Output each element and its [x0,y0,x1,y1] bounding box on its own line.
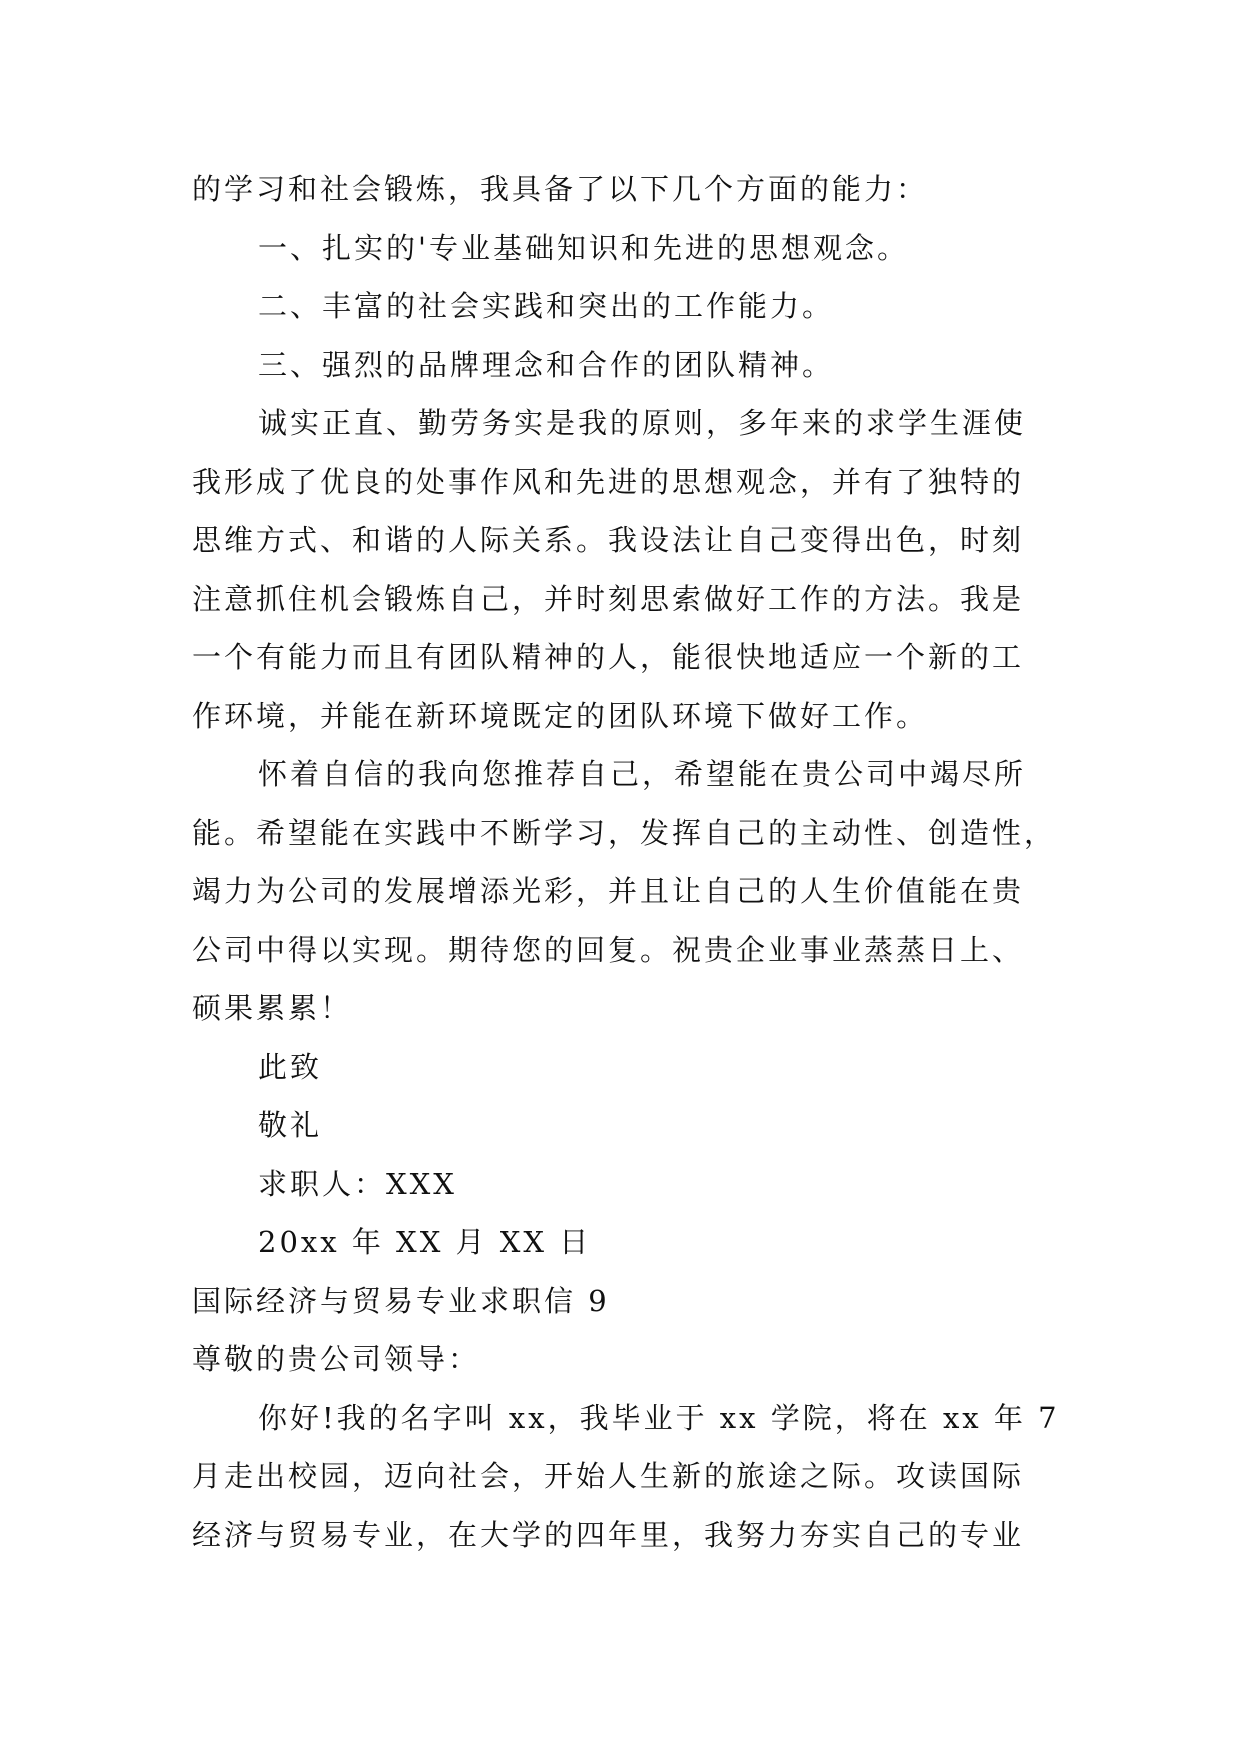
paragraph-line: 你好!我的名字叫 xx，我毕业于 xx 学院，将在 xx 年 7 [258,1400,1060,1435]
closing-line: 此致 [258,1049,323,1084]
paragraph-line: 月走出校园，迈向社会，开始人生新的旅途之际。攻读国际 [192,1459,1025,1493]
paragraph-line: 竭力为公司的发展增添光彩，并且让自己的人生价值能在贵 [192,874,1025,908]
salutation-line: 尊敬的贵公司领导： [192,1342,481,1376]
paragraph-line: 作环境，并能在新环境既定的团队环境下做好工作。 [192,698,929,733]
document-body [192,160,1072,1564]
closing-line: 敬礼 [258,1108,323,1142]
paragraph-line: 诚实正直、勤劳务实是我的原则，多年来的求学生涯使 [258,406,1027,440]
ability-item-1: 一、扎实的'专业基础知识和先进的思想观念。 [258,230,909,265]
paragraph-line: 公司中得以实现。期待您的回复。祝贵企业事业蒸蒸日上、 [192,932,1025,967]
body-line: 的学习和社会锻炼，我具备了以下几个方面的能力： [192,172,929,206]
paragraph-line: 经济与贸易专业，在大学的四年里，我努力夯实自己的专业 [192,1517,1025,1552]
signature-line: 求职人：XXX [258,1166,457,1201]
paragraph-line: 思维方式、和谐的人际关系。我设法让自己变得出色，时刻 [192,523,1025,557]
date-line: 20xx 年 XX 月 XX 日 [258,1225,592,1259]
ability-item-2: 二、丰富的社会实践和突出的工作能力。 [258,289,835,323]
paragraph-line: 能。希望能在实践中不断学习，发挥自己的主动性、创造性， [192,815,1057,850]
paragraph-line: 注意抓住机会锻炼自己，并时刻思索做好工作的方法。我是 [192,581,1025,616]
paragraph-line: 怀着自信的我向您推荐自己，希望能在贵公司中竭尽所 [258,757,1027,791]
paragraph-line: 硕果累累！ [192,991,353,1025]
section-title: 国际经济与贸易专业求职信 9 [192,1283,610,1318]
ability-item-3: 三、强烈的品牌理念和合作的团队精神。 [258,347,835,382]
paragraph-line: 一个有能力而且有团队精神的人，能很快地适应一个新的工 [192,640,1025,674]
paragraph-line: 我形成了优良的处事作风和先进的思想观念，并有了独特的 [192,464,1025,499]
